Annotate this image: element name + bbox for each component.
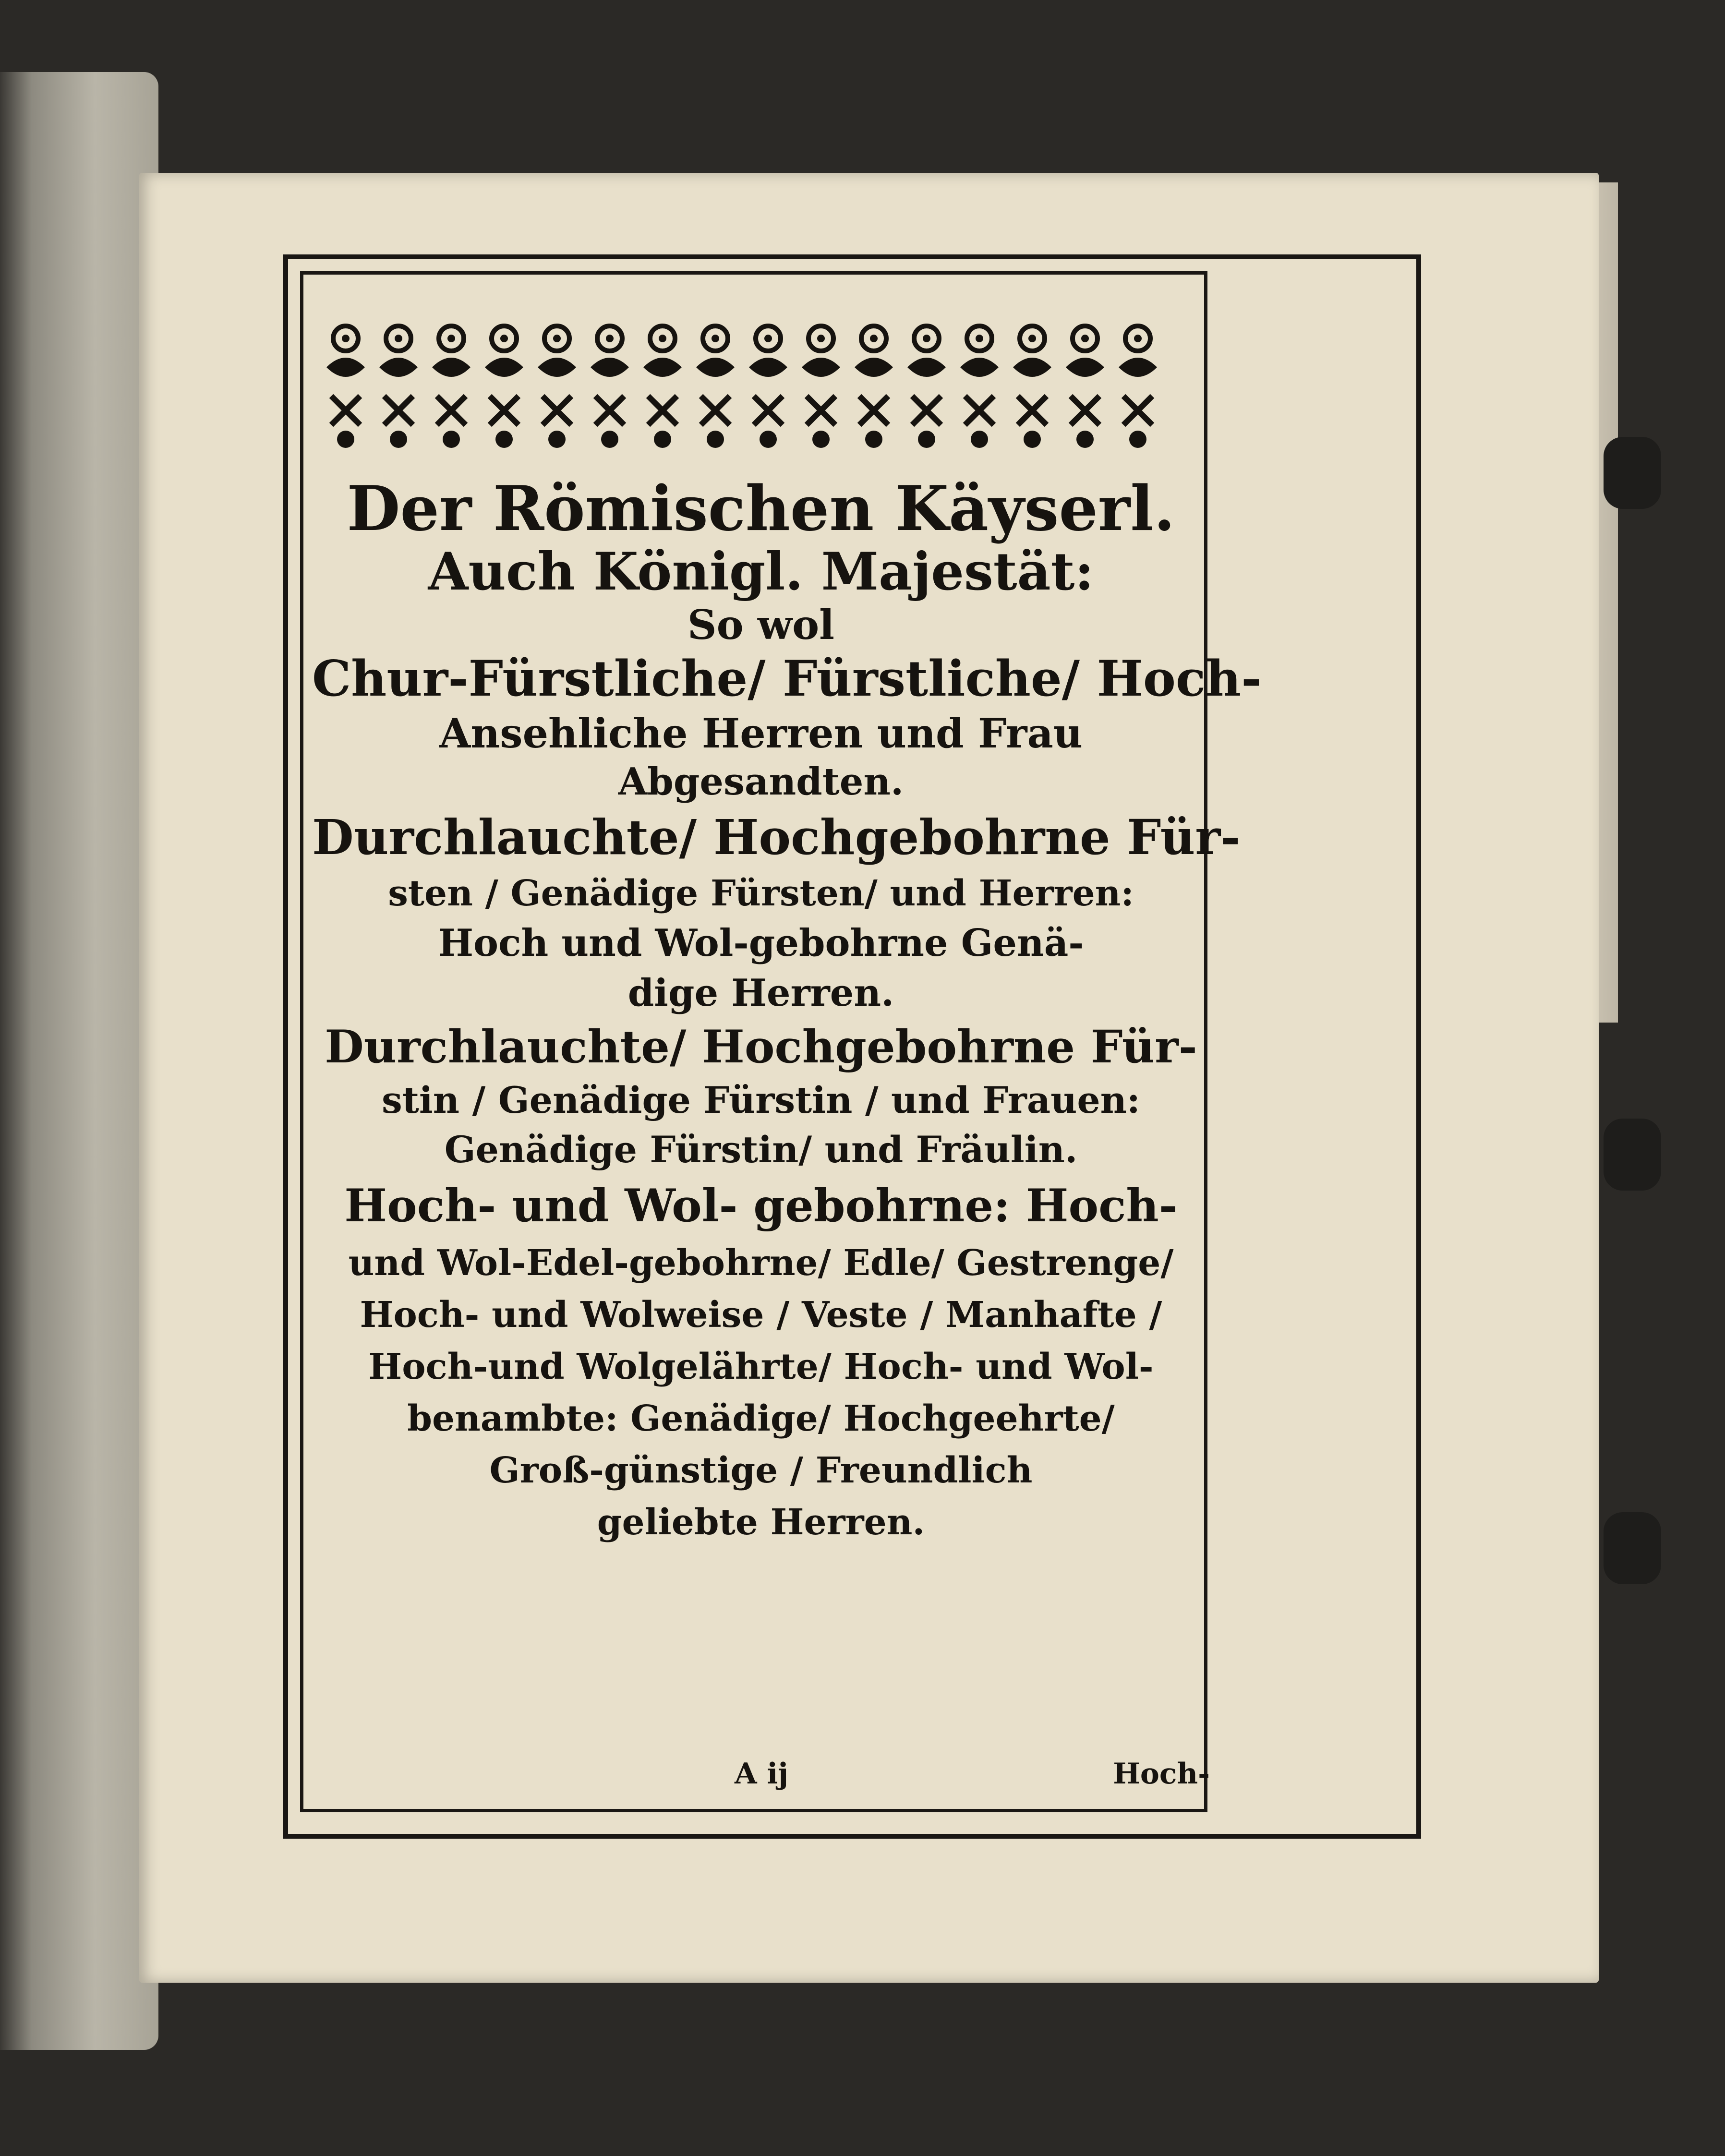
text-line: Hoch und Wol-gebohrne Genä-	[438, 921, 1084, 965]
text-line: Durchlauchte/ Hochgebohrne Für-	[325, 1021, 1197, 1073]
title-text-block	[312, 473, 1262, 1548]
heading-line: Auch Königl. Majestät:	[428, 542, 1094, 602]
page-footer	[312, 1757, 1210, 1800]
text-line: Genädige Fürstin/ und Fräulin.	[444, 1128, 1078, 1171]
decorative-ornament-band	[326, 319, 1186, 454]
text-line: und Wol-Edel-gebohrne/ Edle/ Gestrenge/	[348, 1242, 1174, 1284]
text-line: benambte: Genädige/ Hochgeehrte/	[407, 1398, 1115, 1439]
heading-line: Der Römischen Käyserl.	[347, 473, 1175, 545]
catchword: Hoch-	[1113, 1757, 1210, 1791]
text-line: So wol	[687, 601, 835, 649]
signature-mark: A ij	[735, 1757, 788, 1791]
text-line: Ansehliche Herren und Frau	[439, 710, 1083, 757]
text-line: stin / Genädige Fürstin / und Frauen:	[382, 1079, 1140, 1121]
text-line: Durchlauchte/ Hochgebohrne Für-	[312, 809, 1241, 866]
text-line: Hoch-und Wolgelährte/ Hoch- und Wol-	[368, 1346, 1154, 1387]
page-tab-marker	[1604, 1119, 1661, 1191]
text-line: geliebte Herren.	[597, 1502, 925, 1543]
page-tab-marker	[1604, 1512, 1661, 1584]
page-tab-marker	[1604, 437, 1661, 509]
text-line: Hoch- und Wol- gebohrne: Hoch-	[344, 1180, 1178, 1232]
text-line: Abgesandten.	[618, 760, 904, 804]
text-line: Groß-günstige / Freundlich	[489, 1450, 1033, 1491]
facing-page-edge	[0, 72, 158, 2050]
text-line: Chur-Fürstliche/ Fürstliche/ Hoch-	[312, 650, 1262, 708]
text-line: Hoch- und Wolweise / Veste / Manhafte /	[360, 1294, 1162, 1336]
text-line: dige Herren.	[627, 971, 894, 1015]
text-line: sten / Genädige Fürsten/ und Herren:	[388, 873, 1134, 914]
